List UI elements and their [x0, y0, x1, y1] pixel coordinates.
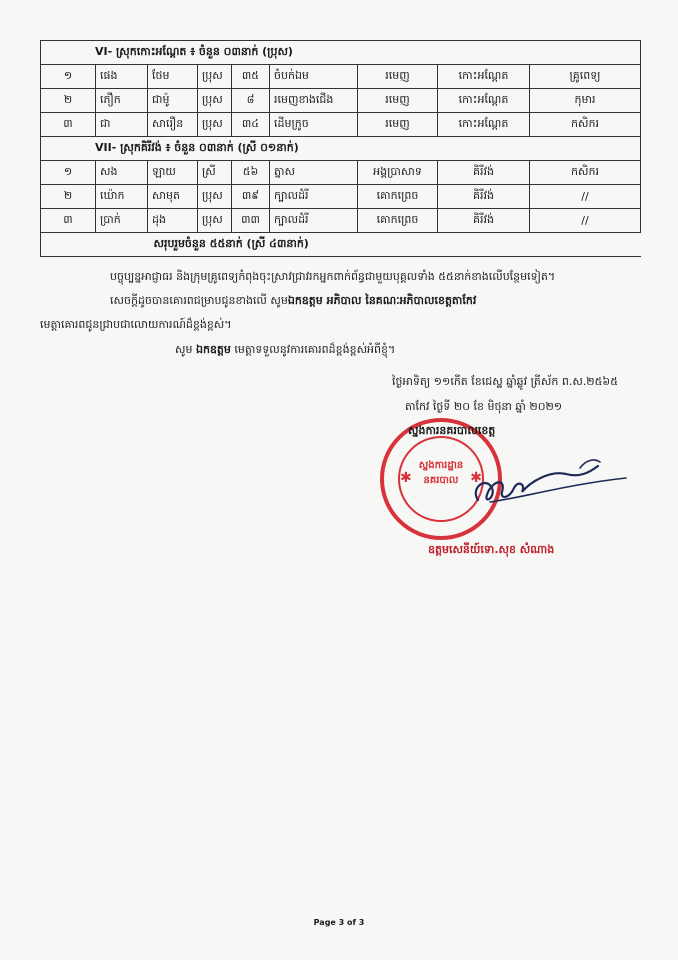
cell-sex: ប្រុស — [198, 113, 232, 137]
cell-given-name: ថែម — [148, 65, 198, 89]
paragraph-request-continued: មេត្តាគោរពជូនជ្រាបជាលោយការណ៍ដ៏ខ្ពង់ខ្ពស់។ — [40, 318, 232, 331]
table-row — [41, 89, 641, 113]
cell-given-name: សារឿន — [148, 113, 198, 137]
cell-occupation: កសិករ — [530, 113, 641, 137]
page-footer: Page 3 of 3 — [313, 918, 365, 927]
cell-district: គិរីវង់ — [438, 185, 530, 209]
cell-given-name: សាមុត — [148, 185, 198, 209]
cell-village: រមេញខាងជើង — [270, 89, 358, 113]
cell-given-name: ដុង — [148, 209, 198, 233]
cell-age: ៣៩ — [232, 185, 270, 209]
handwritten-signature — [430, 448, 640, 518]
cell-occupation: គ្រូពេទ្យ — [530, 65, 641, 89]
table-row — [41, 209, 641, 233]
cell-given-name: ជាម៉ូ — [148, 89, 198, 113]
cell-surname: ភឿក — [96, 89, 148, 113]
seal-line-2: នគរបាល — [423, 475, 459, 486]
paragraph-investigation: បច្ចុប្បន្នអាជ្ញាធរ និងក្រុមគ្រូពេទ្យកំពុងចុះស្រាវជ្រាវរកអ្នកពាក់ព័ន្ធជាមួយបុគ្គលទាំង ៥៥នាក់ខាងលើបន្ថែមទៀត។ — [110, 270, 556, 283]
cell-occupation: កសិករ — [530, 161, 641, 185]
closing-prefix: សូម — [175, 343, 193, 356]
total-summary: សរុបរួមចំនួន ៥៥នាក់ (ស្រី ៤៣នាក់) — [96, 233, 641, 257]
seal-line-1: ស្នងការដ្ឋាន — [418, 460, 464, 471]
cell-commune: គោកព្រេច — [358, 209, 438, 233]
cell-sex: ប្រុស — [198, 89, 232, 113]
cell-district: គិរីវង់ — [438, 209, 530, 233]
cell-age: ៣៤ — [232, 113, 270, 137]
paragraph-closing — [175, 343, 395, 359]
cell-village: ក្បាលដំរី — [270, 209, 358, 233]
cell-occupation: កុមារ — [530, 89, 641, 113]
roster-body — [41, 41, 641, 257]
cell-district: កោះអណ្តែត — [438, 89, 530, 113]
signer-name: ឧត្តមសេនីយ៍ទោ.សុខ សំណាង — [428, 543, 555, 556]
cell-surname: ប្រាក់ — [96, 209, 148, 233]
seal-star-icon: ✱ — [470, 470, 482, 486]
cell-village: ចំបក់ឯម — [270, 65, 358, 89]
lunar-date: ថ្ងៃអាទិត្យ ១១កើត ខែជេស្ឋ ឆ្នាំឆ្លូវ ត្រីស័ក ព.ស.២៥៦៥ — [392, 375, 618, 388]
section-heading: VI- ស្រុកកោះអណ្តែត ៖ ចំនួន ០៣នាក់ (ប្រុស) — [41, 41, 641, 65]
table-row — [41, 65, 641, 89]
paragraph-request — [110, 294, 476, 310]
cell-sex: ប្រុស — [198, 65, 232, 89]
section-heading: VII- ស្រុកគិរីវង់ ៖ ចំនួន ០៣នាក់ (ស្រី ០១នាក់) — [41, 137, 641, 161]
cell-village: ដើមក្រូច — [270, 113, 358, 137]
request-prefix: សេចក្តីដូចបានគោរពជម្រាបជូនខាងលើ សូម — [110, 294, 288, 307]
cell-no: ១ — [41, 65, 96, 89]
cell-sex: ប្រុស — [198, 209, 232, 233]
cell-commune: រមេញ — [358, 89, 438, 113]
cell-age: ៥៦ — [232, 161, 270, 185]
table-row — [41, 113, 641, 137]
cell-surname: ផេង — [96, 65, 148, 89]
total-row — [41, 233, 641, 257]
cell-district: កោះអណ្តែត — [438, 113, 530, 137]
cell-commune: គោកព្រេច — [358, 185, 438, 209]
section-heading-row — [41, 137, 641, 161]
cell-no: ១ — [41, 161, 96, 185]
cell-occupation: // — [530, 185, 641, 209]
section-heading-row — [41, 41, 641, 65]
cell-age: ៣៥ — [232, 65, 270, 89]
cell-no: ២ — [41, 89, 96, 113]
case-roster-table — [40, 40, 641, 257]
cell-occupation: // — [530, 209, 641, 233]
cell-commune: រមេញ — [358, 113, 438, 137]
cell-surname: សង — [96, 161, 148, 185]
cell-age: ៣៣ — [232, 209, 270, 233]
cell-district: កោះអណ្តែត — [438, 65, 530, 89]
cell-village: ក្បាលដំរី — [270, 185, 358, 209]
solar-date: តាកែវ ថ្ងៃទី ២០ ខែ មិថុនា ឆ្នាំ ២០២១ — [405, 400, 563, 413]
cell-no: ៣ — [41, 113, 96, 137]
cell-age: ៨ — [232, 89, 270, 113]
cell-commune: រមេញ — [358, 65, 438, 89]
closing-addressee: ឯកឧត្តម — [195, 343, 231, 356]
cell-commune: អង្គប្រាសាទ — [358, 161, 438, 185]
cell-no: ២ — [41, 185, 96, 209]
cell-district: គិរីវង់ — [438, 161, 530, 185]
table-row — [41, 185, 641, 209]
cell-sex: ស្រី — [198, 161, 232, 185]
cell-surname: ឃ៉ោក — [96, 185, 148, 209]
cell-surname: ជា — [96, 113, 148, 137]
cell-sex: ប្រុស — [198, 185, 232, 209]
closing-suffix: មេត្តាទទួលនូវការគោរពដ៏ខ្ពង់ខ្ពស់អំពីខ្ញុំ។ — [234, 343, 396, 356]
table-row — [41, 161, 641, 185]
cell-given-name: ឡាយ — [148, 161, 198, 185]
addressee-title: ឯកឧត្តម អភិបាល នៃគណៈអភិបាលខេត្តតាកែវ — [287, 294, 477, 307]
cell-no: ៣ — [41, 209, 96, 233]
total-lead-cell — [41, 233, 96, 257]
issuing-office: ស្នងការនគរបាលខេត្ត — [408, 424, 496, 437]
cell-village: ត្នាស — [270, 161, 358, 185]
seal-star-icon: ✱ — [400, 470, 412, 486]
